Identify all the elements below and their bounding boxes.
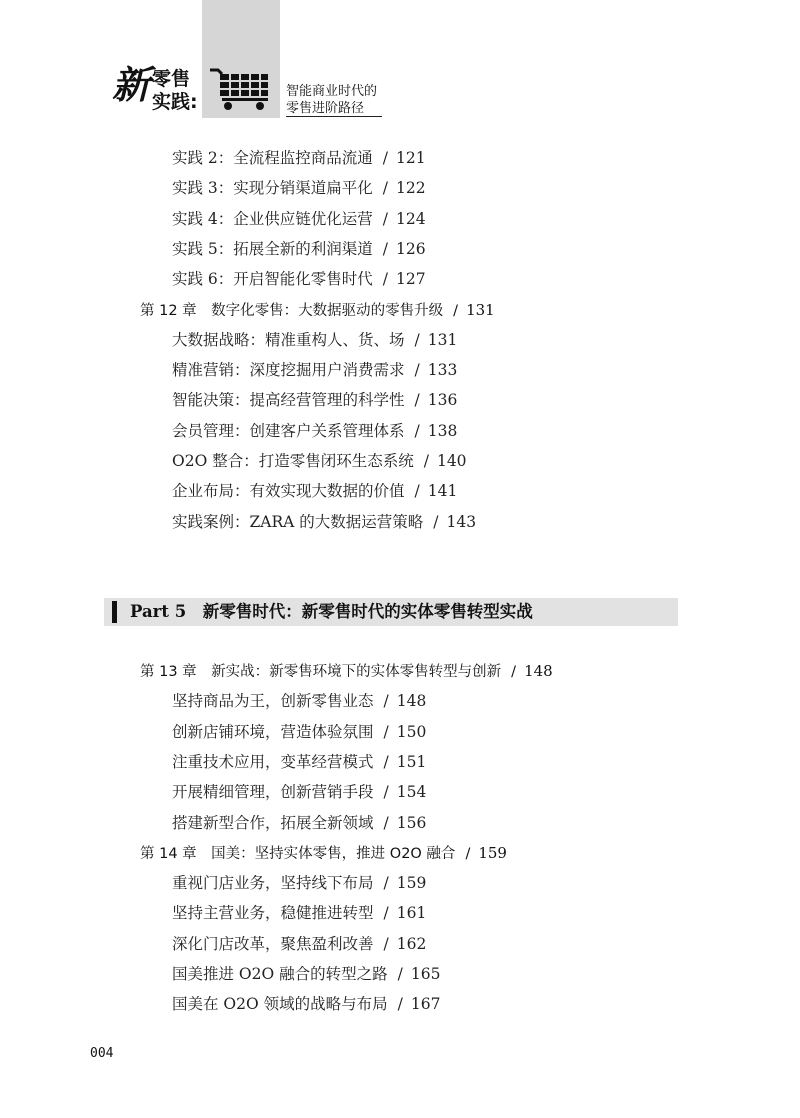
toc-page-number: 148 xyxy=(396,692,427,711)
page-number: 004 xyxy=(90,1046,114,1061)
toc-page-number: 124 xyxy=(396,209,426,228)
toc-entry-title: 实践 4：企业供应链优化运营 xyxy=(172,209,373,228)
subtitle-underline xyxy=(286,116,382,117)
toc-entry-title: 深化门店改革，聚焦盈利改善 xyxy=(172,934,374,953)
toc-page-number: 126 xyxy=(396,239,426,258)
toc-separator: / xyxy=(383,722,389,741)
toc-separator: / xyxy=(423,452,429,470)
toc-page-number: 127 xyxy=(396,270,426,289)
toc-section-entry xyxy=(172,269,426,289)
toc-separator: / xyxy=(383,692,389,711)
toc-separator: / xyxy=(414,391,420,410)
series-logo-line1: 零售 xyxy=(152,68,191,90)
toc-separator: / xyxy=(414,361,420,380)
toc-separator: / xyxy=(383,783,389,802)
toc-section-entry xyxy=(172,722,426,742)
toc-page-number: 140 xyxy=(436,452,467,470)
toc-section-entry xyxy=(172,451,467,471)
toc-section-entry xyxy=(172,964,440,984)
toc-separator: / xyxy=(465,845,471,862)
toc-section-entry xyxy=(172,994,440,1014)
toc-section-entry xyxy=(172,782,426,802)
toc-section-entry xyxy=(172,813,426,833)
toc-section-entry xyxy=(172,752,426,772)
toc-entry-title: 企业布局：有效实现大数据的价值 xyxy=(172,482,405,501)
toc-section-entry xyxy=(172,691,426,711)
toc-separator: / xyxy=(382,179,389,198)
toc-entry-title: 注重技术应用，变革经营模式 xyxy=(172,752,374,771)
toc-entry-title: 开展精细管理，创新营销手段 xyxy=(172,783,374,802)
toc-entry-title: 第 13 章 新实战：新零售环境下的实体零售转型与创新 xyxy=(140,664,502,680)
toc-separator: / xyxy=(383,874,389,893)
toc-entry-title: 搭建新型合作，拓展全新领域 xyxy=(172,813,374,832)
part-label: Part 5 xyxy=(130,602,187,621)
toc-separator: / xyxy=(383,752,389,771)
toc-separator: / xyxy=(383,813,389,832)
toc-section-entry xyxy=(172,873,426,893)
toc-entry-title: 大数据战略：精准重构人、货、场 xyxy=(172,330,405,349)
toc-page-number: 121 xyxy=(396,149,426,167)
toc-section-entry xyxy=(172,512,476,532)
toc-section-entry xyxy=(172,360,457,380)
running-header xyxy=(0,0,800,140)
toc-chapter-entry xyxy=(140,843,507,864)
toc-entry-title: 实践 2：全流程监控商品流通 xyxy=(172,149,373,167)
toc-entry-title: 第 14 章 国美：坚持实体零售，推进 O2O 融合 xyxy=(140,845,456,862)
toc-entry-title: 实践 6：开启智能化零售时代 xyxy=(172,270,373,289)
toc-entry-title: 实践案例：ZARA 的大数据运营策略 xyxy=(172,512,424,531)
toc-page-number: 151 xyxy=(396,752,427,771)
toc-section-entry xyxy=(172,903,426,923)
toc-separator: / xyxy=(414,330,420,349)
toc-separator: / xyxy=(414,421,420,440)
toc-separator: / xyxy=(383,934,389,953)
toc-separator: / xyxy=(453,302,459,319)
part-title: 新零售时代：新零售时代的实体零售转型实战 xyxy=(202,602,533,621)
toc-entry-title: 会员管理：创建客户关系管理体系 xyxy=(172,421,405,440)
toc-section-entry xyxy=(172,934,426,954)
toc-page-number: 131 xyxy=(466,300,495,319)
series-subtitle-line1: 智能商业时代的 xyxy=(286,84,378,99)
toc-section-entry xyxy=(172,481,457,501)
toc-entry-title: 第 12 章 数字化零售：大数据驱动的零售升级 xyxy=(140,302,444,319)
toc-chapter-entry xyxy=(140,661,553,682)
toc-section-entry xyxy=(172,239,426,259)
toc-separator: / xyxy=(382,270,389,289)
toc-entry-title: 创新店铺环境，营造体验氛围 xyxy=(172,722,374,741)
toc-page-number: 156 xyxy=(396,813,427,832)
toc-separator: / xyxy=(382,149,389,167)
toc-section-entry xyxy=(172,330,457,350)
series-logo-xin: 新 xyxy=(112,63,151,107)
toc-page-number: 122 xyxy=(396,179,426,198)
toc-entry-title: 坚持主营业务，稳健推进转型 xyxy=(172,904,374,923)
toc-entry-title: 坚持商品为王，创新零售业态 xyxy=(172,692,374,711)
toc-page-number: 159 xyxy=(478,843,507,862)
toc-page-number: 161 xyxy=(396,904,427,923)
toc-chapter-entry xyxy=(140,300,495,321)
toc-separator: / xyxy=(414,482,420,501)
toc-separator: / xyxy=(397,965,403,983)
toc-page-number: 136 xyxy=(427,391,458,410)
toc-separator: / xyxy=(382,239,389,258)
series-logo-line2: 实践: xyxy=(152,91,198,113)
toc-section-entry xyxy=(172,421,457,441)
toc-entry-title: 精准营销：深度挖掘用户消费需求 xyxy=(172,361,405,380)
toc-page-number: 133 xyxy=(427,361,458,380)
toc-page-number: 138 xyxy=(427,421,458,440)
toc-page-number: 141 xyxy=(427,482,458,501)
toc-page-number: 159 xyxy=(396,874,427,893)
toc-entry-title: 智能决策：提高经营管理的科学性 xyxy=(172,391,405,410)
toc-page-number: 150 xyxy=(396,722,427,741)
toc-entry-title: O2O 整合：打造零售闭环生态系统 xyxy=(172,452,414,470)
part-heading xyxy=(130,601,533,623)
toc-separator: / xyxy=(383,904,389,923)
toc-section-entry xyxy=(172,178,426,198)
series-subtitle-line2: 零售进阶路径 xyxy=(286,101,365,116)
toc-separator: / xyxy=(397,995,403,1014)
toc-page-number: 167 xyxy=(410,995,441,1014)
toc-page-number: 148 xyxy=(524,662,553,680)
toc-entry-title: 实践 5：拓展全新的利润渠道 xyxy=(172,239,373,258)
toc-page-number: 131 xyxy=(427,330,458,349)
toc-page-number: 154 xyxy=(396,783,427,802)
toc-section-entry xyxy=(172,209,426,229)
toc-entry-title: 重视门店业务，坚持线下布局 xyxy=(172,874,374,893)
toc-entry-title: 实践 3：实现分销渠道扁平化 xyxy=(172,179,373,198)
toc-entry-title: 国美在 O2O 领域的战略与布局 xyxy=(172,995,388,1014)
toc-separator: / xyxy=(511,664,517,680)
toc-section-entry xyxy=(172,148,426,168)
shopping-cart-icon xyxy=(202,62,278,112)
toc-page-number: 143 xyxy=(446,512,477,531)
toc-separator: / xyxy=(433,512,439,531)
part-marker xyxy=(112,601,117,623)
toc-page-number: 165 xyxy=(410,965,441,983)
toc-section-entry xyxy=(172,390,457,410)
toc-entry-title: 国美推进 O2O 融合的转型之路 xyxy=(172,965,388,983)
toc-separator: / xyxy=(382,209,389,228)
toc-page-number: 162 xyxy=(396,934,427,953)
